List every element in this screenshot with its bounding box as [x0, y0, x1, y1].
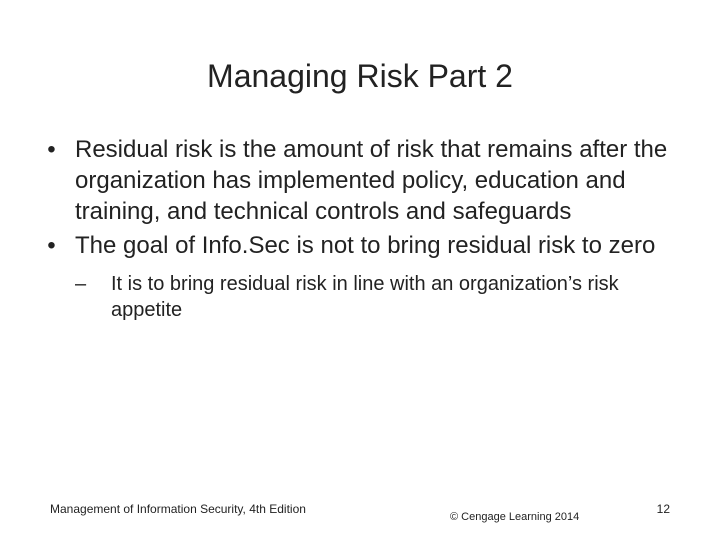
sub-bullet-marker: – [75, 273, 87, 295]
slide-content [28, 134, 678, 323]
sub-bullet-text: It is to bring residual risk in line with an organization’s risk appetite [111, 273, 619, 321]
bullet-marker: • [47, 232, 56, 259]
footer-copyright: © Cengage Learning 2014 [450, 511, 580, 523]
bullet-marker: • [47, 136, 56, 163]
slide-title: Managing Risk Part 2 [207, 58, 513, 94]
bullet-text: Residual risk is the amount of risk that remains after the organization has implemented policy, education and training, and technical controls and safeguards [75, 136, 668, 225]
bullet-item-infosec-goal [28, 230, 678, 261]
footer-book-title: Management of Information Security, 4th Edition [50, 502, 306, 516]
bullet-text: The goal of Info.Sec is not to bring residual risk to zero [75, 232, 656, 259]
sub-bullet-item-risk-appetite [28, 271, 678, 323]
bullet-item-residual-risk [28, 134, 678, 227]
page-number: 12 [656, 502, 670, 516]
